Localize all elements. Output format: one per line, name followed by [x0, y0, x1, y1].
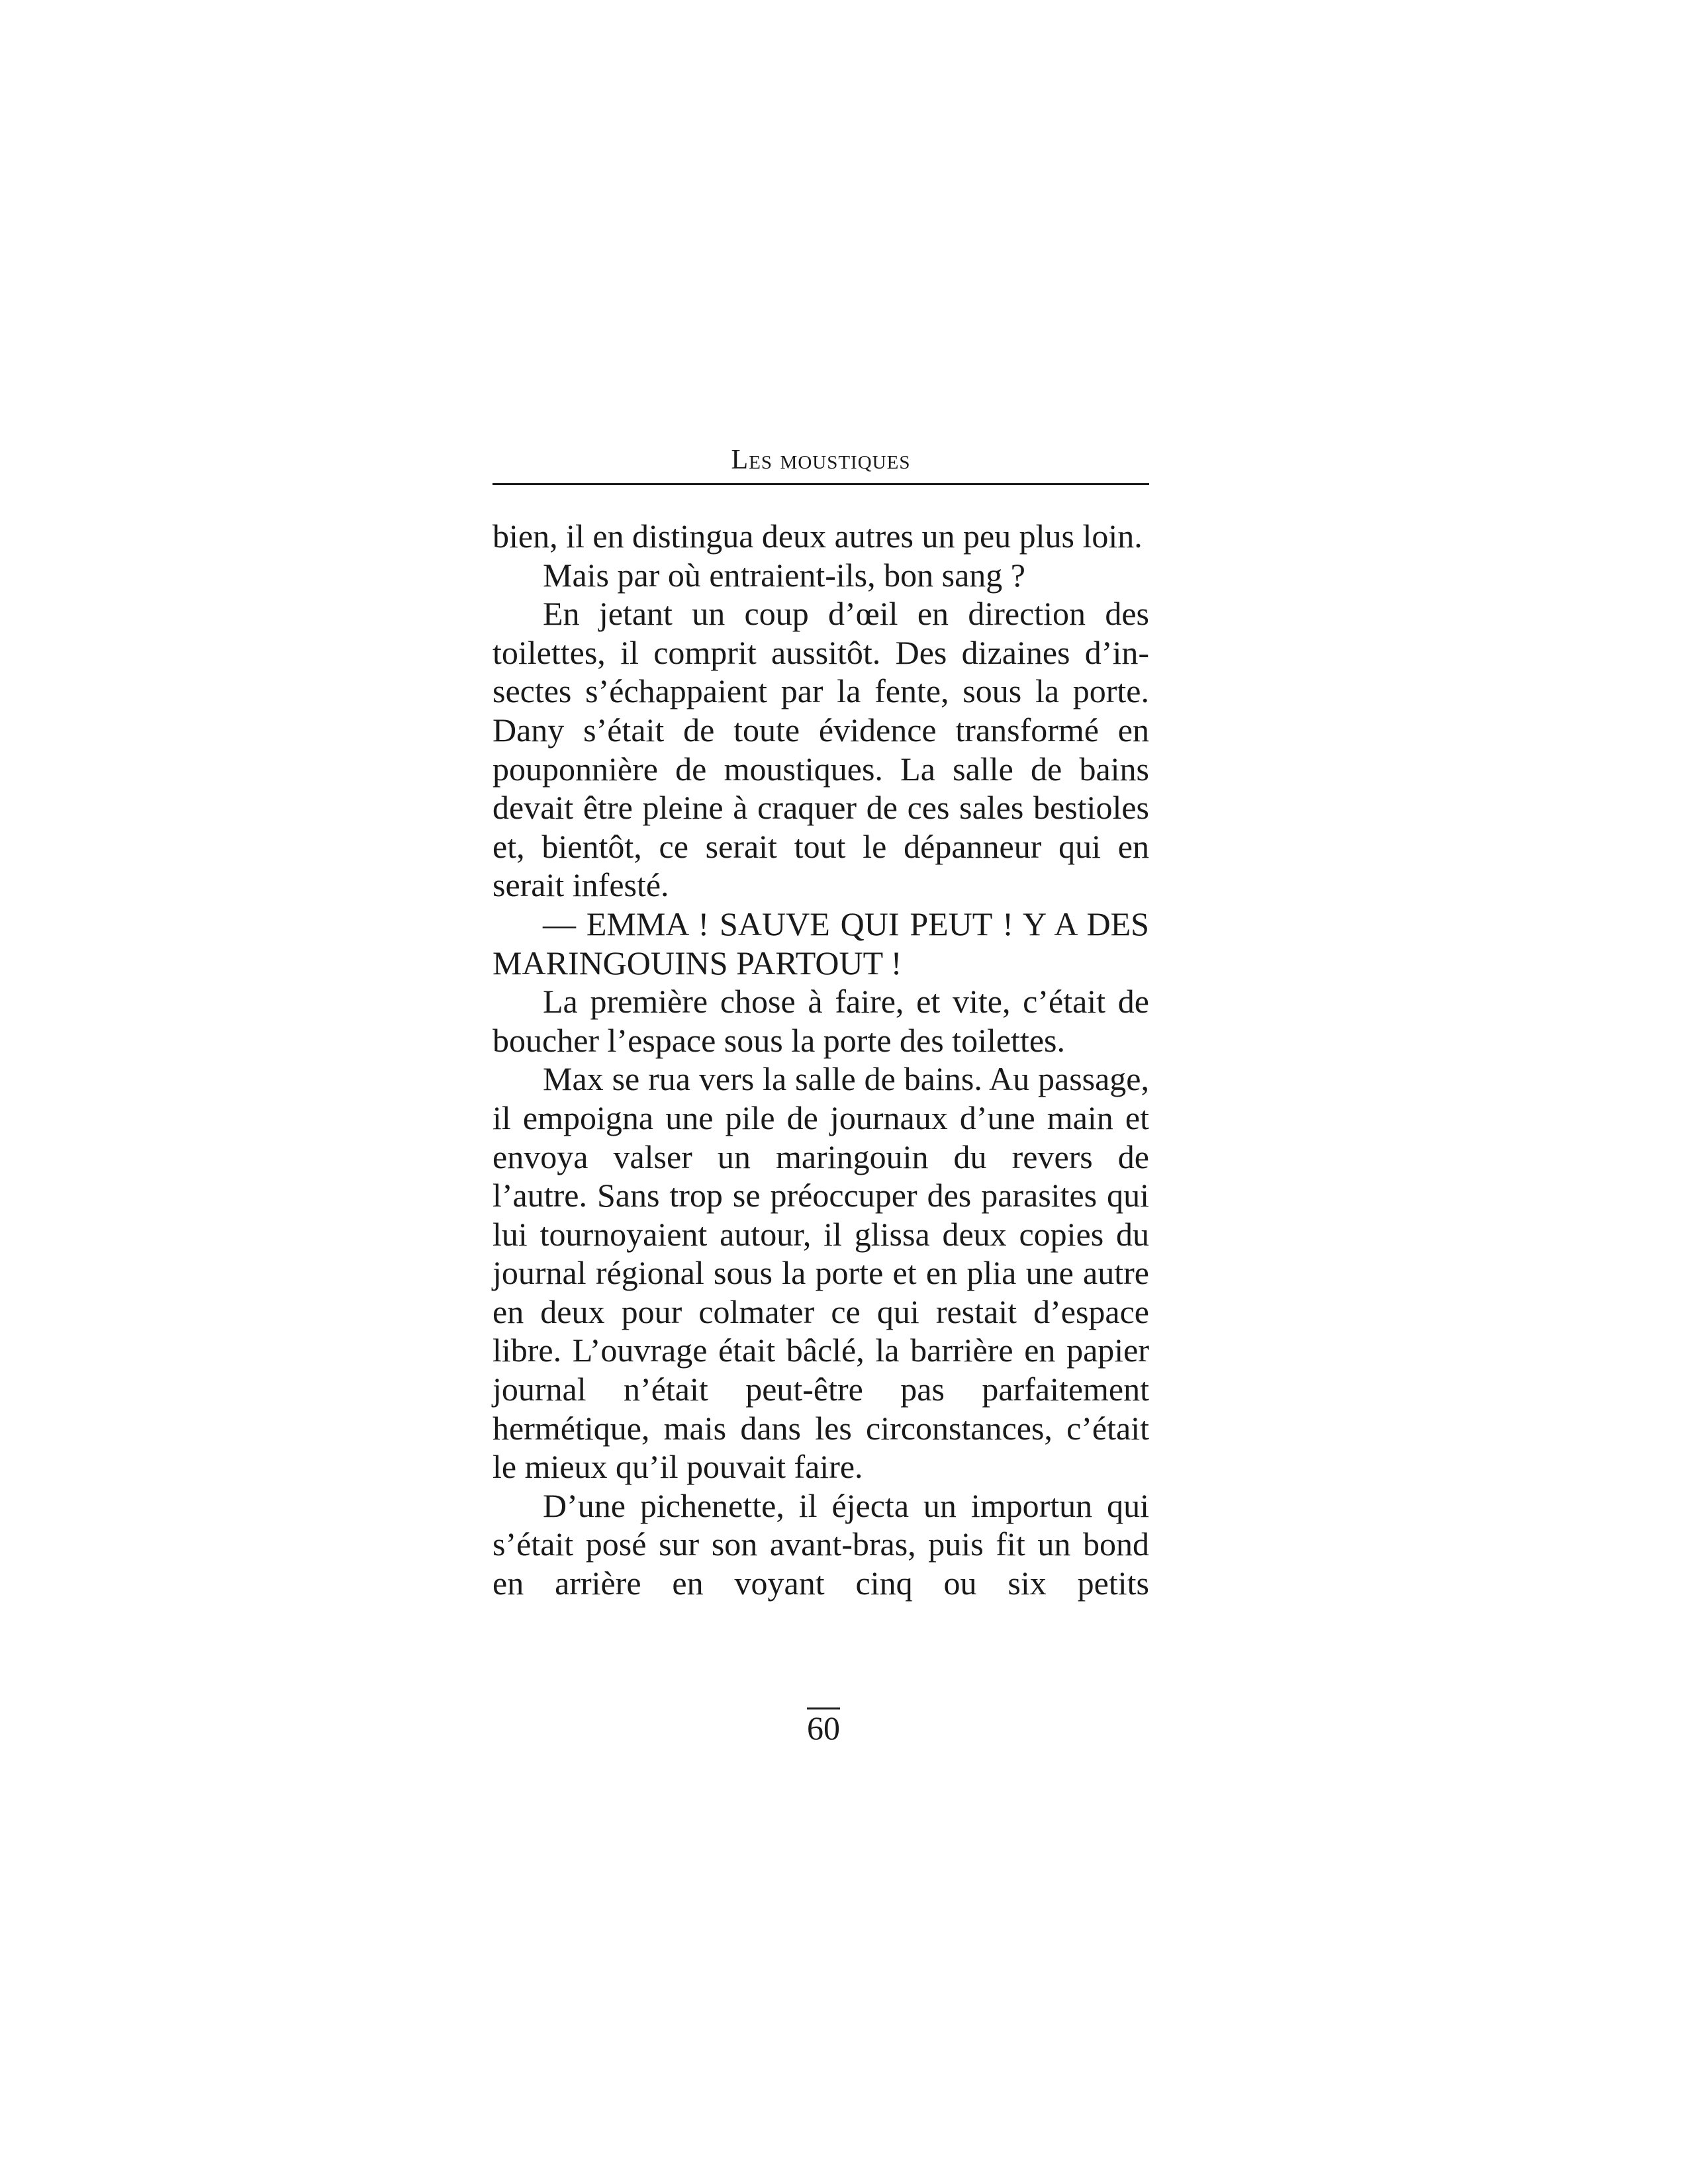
paragraph: Max se rua vers la salle de bains. Au passage, il empoigna une pile de journaux d’une main et envoya valser un maringouin du revers de l’autre. Sans trop se préoccuper des parasites qui lui tournoyaient autour, il glissa deux copies du journal régional sous la porte et en plia une autre en deux pour colmater ce qui restait d’espace libre. L’ouvrage était bâclé, la barrière en papier journal n’était peut-être pas parfaitement hermétique, mais dans les circonstances, c’était le mieux qu’il pouvait faire.: [492, 1060, 1149, 1486]
paragraph: En jetant un coup d’œil en direction des toilettes, il comprit aussitôt. Des dizaines d’insectes s’échappaient par la fente, sous la porte. Dany s’était de toute évidence transformé en pouponnière de moustiques. La salle de bains devait être pleine à craquer de ces sales bestioles et, bientôt, ce serait tout le dépanneur qui en serait infesté.: [492, 595, 1149, 904]
body-text: [492, 517, 1149, 1603]
paragraph: D’une pichenette, il éjecta un importun qui s’était posé sur son avant-bras, puis fit un bond en arrière en voyant cinq ou six petits: [492, 1486, 1149, 1602]
running-head: Les moustiques: [731, 445, 911, 475]
header-rule: [492, 483, 1149, 485]
paragraph: — EMMA ! SAUVE QUI PEUT ! Y A DES MARINGOUINS PARTOUT !: [492, 905, 1149, 981]
paragraph: bien, il en distingua deux autres un peu plus loin.: [492, 518, 1143, 555]
page-number: 60: [807, 1709, 840, 1747]
paragraph: Mais par où entraient-ils, bon sang ?: [543, 556, 1025, 594]
paragraph: La première chose à faire, et vite, c’était de boucher l’espace sous la porte des toilettes.: [492, 983, 1149, 1059]
